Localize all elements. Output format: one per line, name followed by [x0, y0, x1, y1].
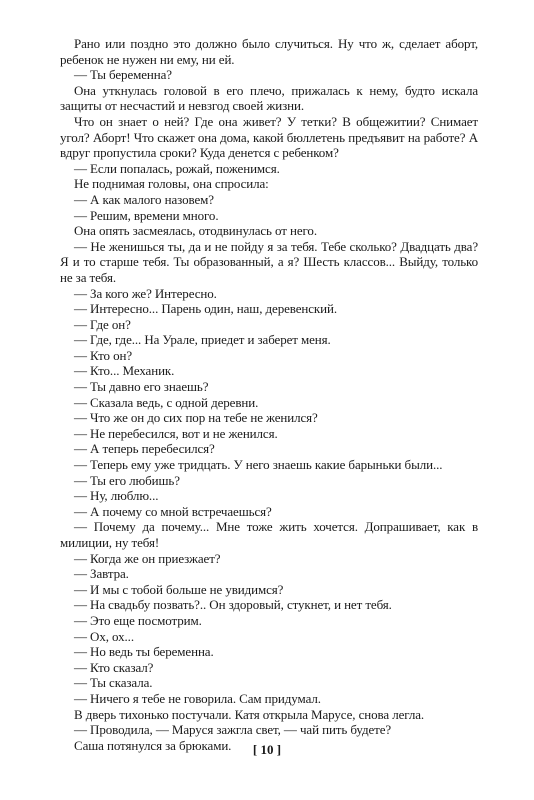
paragraph: Рано или поздно это должно было случиться. Ну что ж, сделает аборт, ребенок не нужен ни ему, ни ей. [60, 36, 478, 67]
paragraph: Она уткнулась головой в его плечо, прижалась к нему, будто искала защиты от несчастий и невзгод своей жизни. [60, 82, 478, 114]
paragraph: В дверь тихонько постучали. Катя открыла Марусе, снова легла. [74, 706, 425, 722]
paragraph: Саша потянулся за брюками. [74, 737, 232, 753]
paragraph: — Не женишься ты, да и не пойду я за тебя. Тебе сколько? Двадцать два? Я и то старше тебя. Ты образованный, а я? Шесть классов... Выйду, только не за тебя. [60, 238, 478, 285]
paragraph: — Завтра. [74, 566, 129, 582]
paragraph: — Где он? [74, 316, 131, 332]
paragraph: — Ничего я тебе не говорила. Сам придумал. [74, 690, 321, 706]
paragraph: — Теперь ему уже тридцать. У него знаешь какие барыньки были... [74, 457, 443, 473]
page-text-block [60, 36, 478, 753]
paragraph: — Ох, ох... [74, 628, 134, 644]
paragraph: — Ты беременна? [74, 67, 172, 83]
paragraph: — Ты его любишь? [74, 472, 180, 488]
paragraph: — Кто он? [74, 347, 133, 363]
paragraph: — Если попалась, рожай, поженимся. [74, 160, 280, 176]
paragraph: — Решим, времени много. [74, 207, 219, 223]
paragraph: — За кого же? Интересно. [74, 285, 217, 301]
paragraph: — Ну, люблю... [74, 488, 159, 504]
paragraph: Не поднимая головы, она спросила: [74, 176, 269, 192]
paragraph: — Почему да почему... Мне тоже жить хочется. Допрашивает, как в милиции, ну тебя! [60, 519, 478, 550]
paragraph: — Это еще посмотрим. [74, 612, 202, 628]
paragraph: — Не перебесился, вот и не женился. [74, 425, 278, 441]
paragraph: — Кто... Механик. [74, 363, 175, 379]
paragraph: — Кто сказал? [74, 659, 154, 675]
paragraph: Что он знает о ней? Где она живет? У тетки? В общежитии? Снимает угол? Аборт! Что скажет она дома, какой бюллетень предъявит на работе? А вдруг пропустила сроки? Куда денется с ребенком? [60, 113, 478, 161]
paragraph: — Что же он до сих пор на тебе не женился? [74, 410, 318, 426]
paragraph: — Где, где... На Урале, приедет и заберет меня. [74, 332, 331, 348]
paragraph: Она опять засмеялась, отодвинулась от него. [74, 223, 317, 239]
paragraph: — Когда же он приезжает? [74, 550, 221, 566]
paragraph: — Ты сказала. [74, 675, 153, 691]
paragraph: — А теперь перебесился? [74, 441, 215, 457]
paragraph: — Интересно... Парень один, наш, деревенский. [74, 301, 338, 317]
paragraph: — Но ведь ты беременна. [74, 644, 214, 660]
paragraph: — Ты давно его знаешь? [74, 379, 209, 395]
paragraph: — Сказала ведь, с одной деревни. [74, 394, 259, 410]
paragraph: — На свадьбу позвать?.. Он здоровый, стукнет, и нет тебя. [74, 597, 392, 613]
paragraph: — И мы с тобой больше не увидимся? [74, 581, 284, 597]
paragraph: — Проводила, — Маруся зажгла свет, — чай пить будете? [74, 722, 392, 738]
paragraph: — А как малого назовем? [74, 191, 214, 207]
page-number: [ 10 ] [252, 742, 282, 757]
paragraph: — А почему со мной встречаешься? [74, 503, 272, 519]
